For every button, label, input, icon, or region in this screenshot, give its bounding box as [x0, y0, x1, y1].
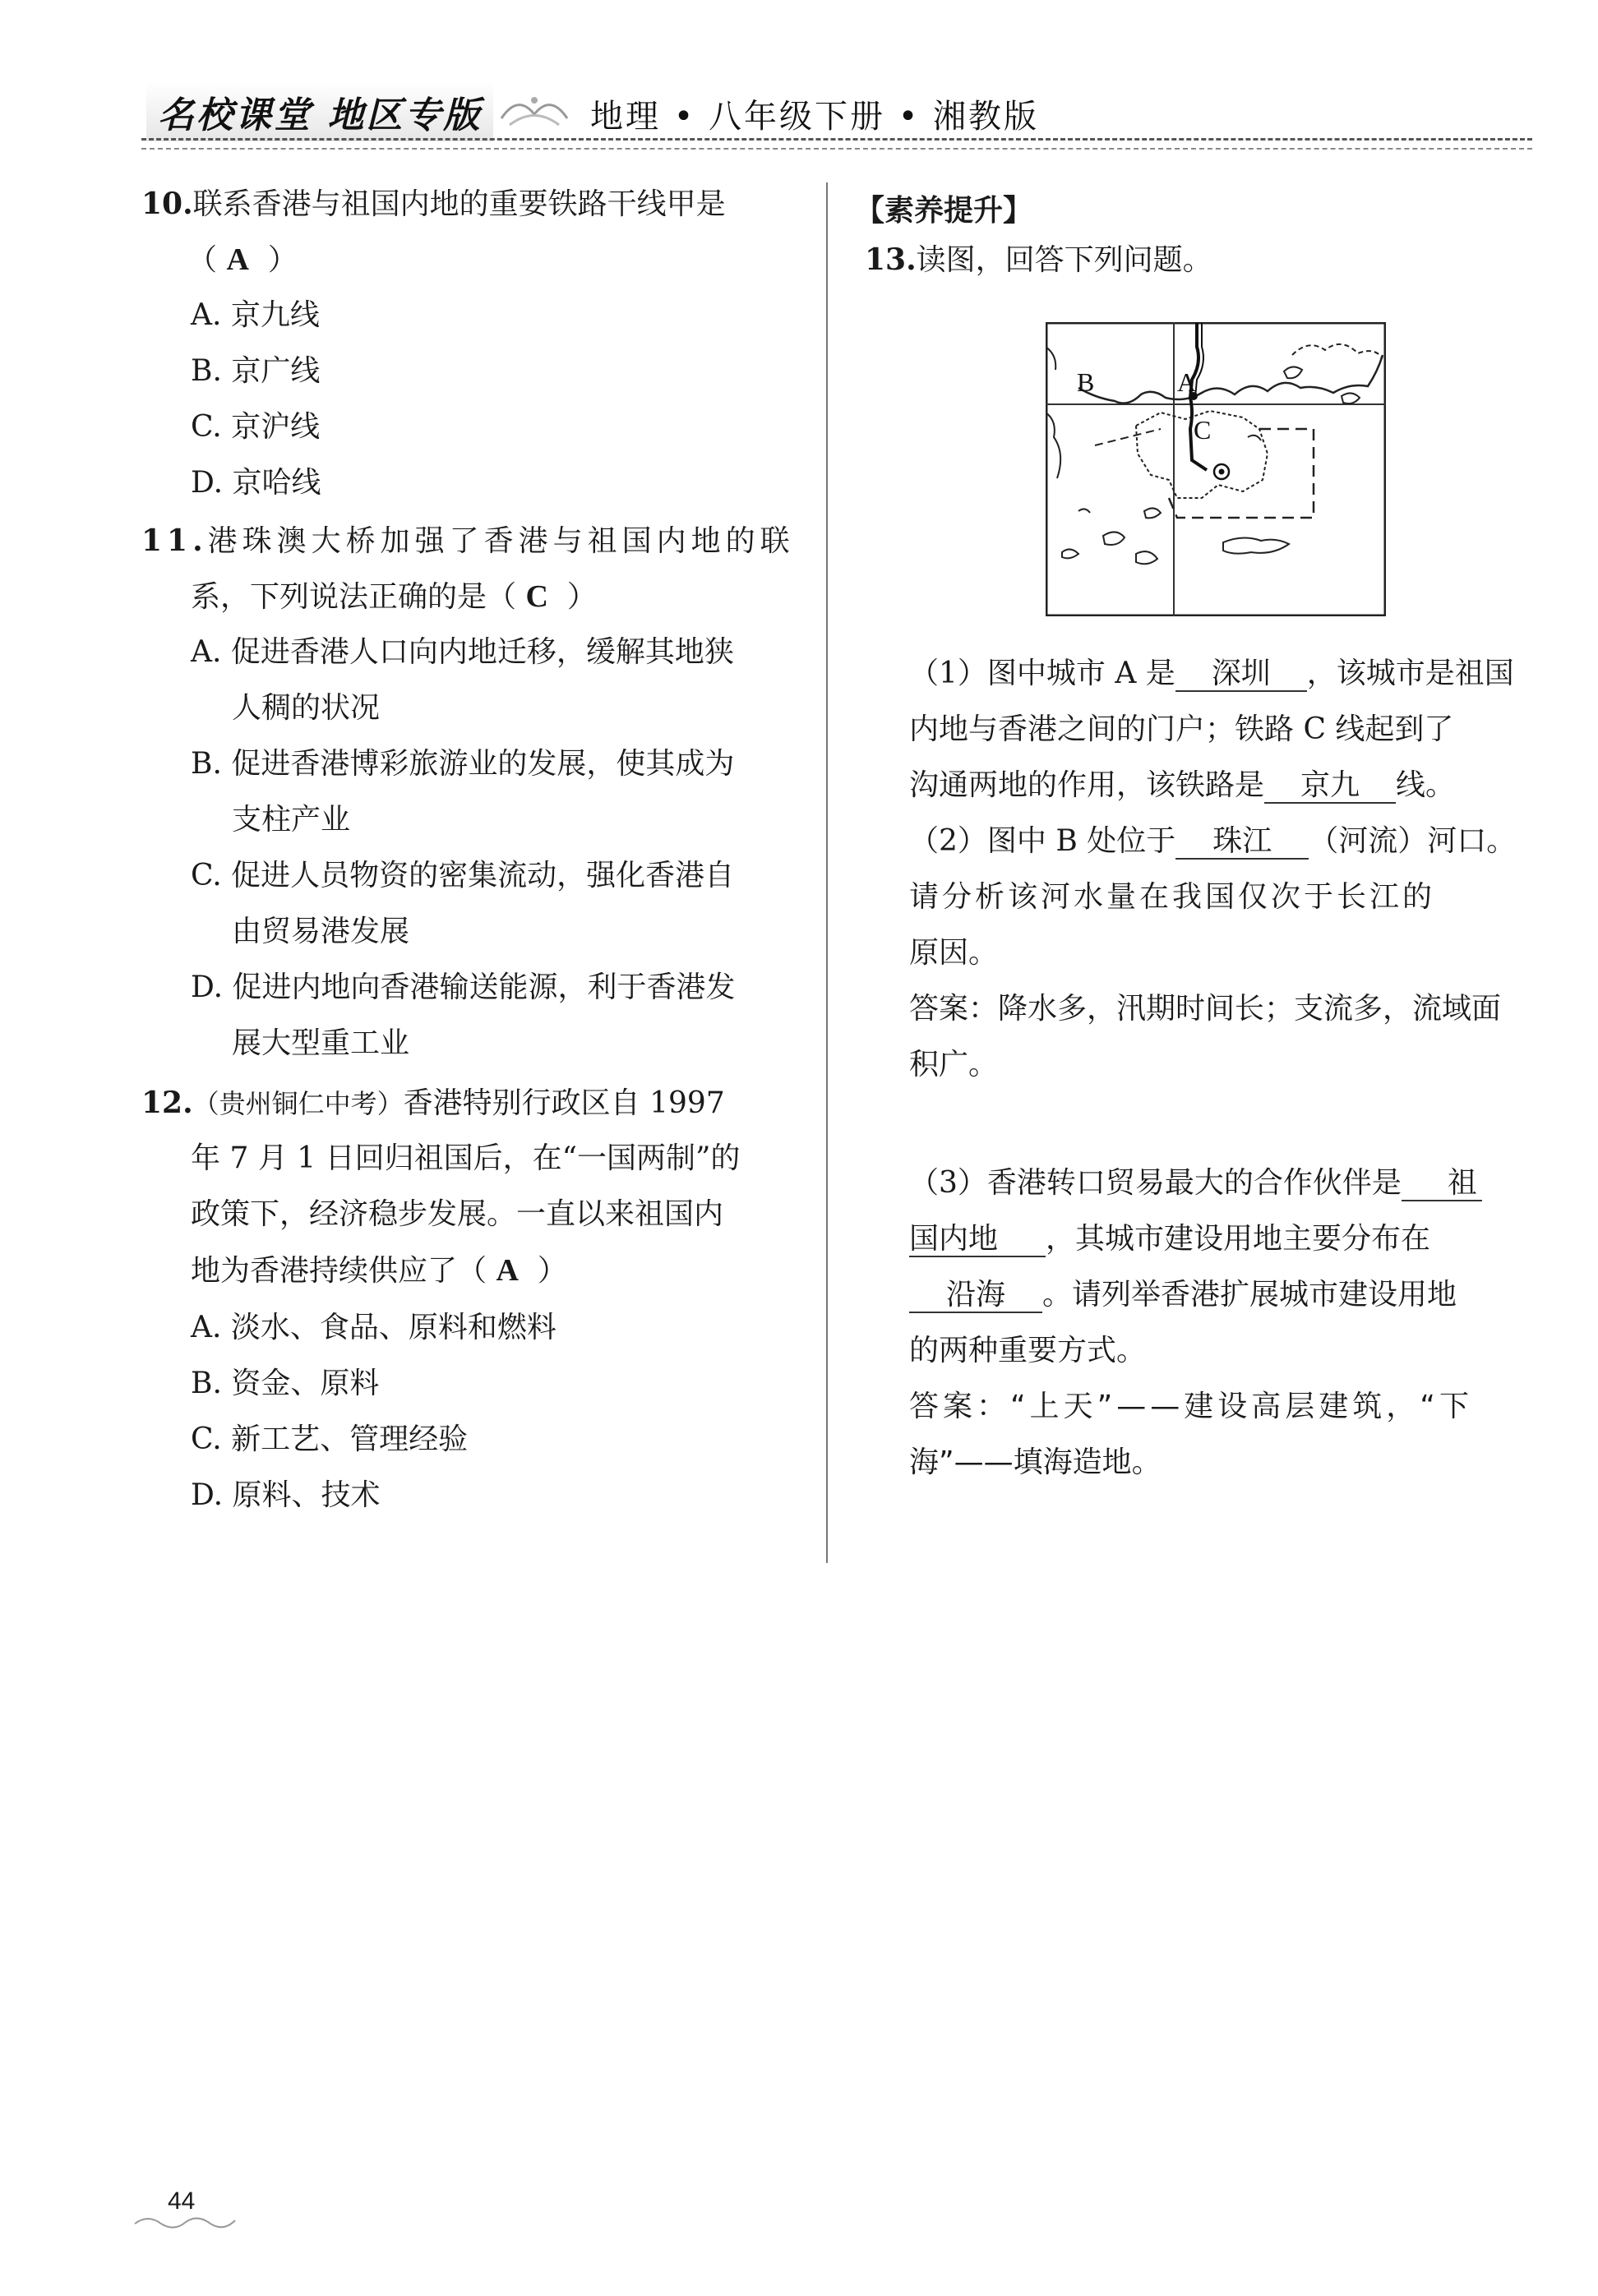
q13-part1-line1: （1）图中城市 A 是 深圳 ，该城市是祖国 [909, 657, 1514, 690]
map-label-c: C [1194, 415, 1212, 445]
q13-answer-2-line1: 答案：降水多，汛期时间长；支流多，流域面 [909, 992, 1502, 1026]
q13-part1-line3: 沟通两地的作用，该铁路是 京九 线。 [909, 768, 1456, 802]
q12-option-c: C. 新工艺、管理经验 [191, 1422, 469, 1456]
header-divider-secondary [141, 148, 1532, 150]
q12-stem-line4: 地为香港持续供应了（ A ） [191, 1253, 567, 1288]
q10-option-c: C. 京沪线 [191, 410, 321, 444]
q13-answer-2-line2: 积广。 [909, 1048, 999, 1081]
q13-fill-river: 珠江 [1175, 825, 1309, 860]
q13-fill-city: 深圳 [1175, 657, 1307, 692]
q11-option-b-line1: B. 促进香港博彩旅游业的发展，使其成为 [191, 747, 735, 781]
q11-option-a-line2: 人稠的状况 [232, 691, 381, 725]
q10-option-b: B. 京广线 [191, 354, 321, 388]
q13-part1-line2: 内地与香港之间的门户；铁路 C 线起到了 [909, 712, 1454, 746]
q13-part2-line3: 原因。 [909, 936, 999, 970]
q12-stem-line2: 年 7 月 1 日回归祖国后，在“一国两制”的 [191, 1141, 741, 1175]
q12-option-a: A. 淡水、食品、原料和燃料 [191, 1311, 557, 1344]
map-label-b: B [1077, 367, 1095, 397]
q13-fill-railway: 京九 [1264, 769, 1396, 804]
q12-source: （贵州铜仁中考） [192, 1088, 404, 1119]
q13-part3-line2: 国内地 ，其城市建设用地主要分布在 [909, 1222, 1431, 1256]
q12-stem-line3: 政策下，经济稳步发展。一直以来祖国内 [191, 1197, 724, 1231]
series-title: 名校课堂 地区专版 [146, 82, 493, 141]
q11-stem-line1: 11.港珠澳大桥加强了香港与祖国内地的联 [141, 523, 795, 558]
column-divider [826, 182, 828, 1563]
q13-answer-3-line2: 海”——填海造地。 [909, 1445, 1162, 1479]
q10-option-d: D. 京哈线 [191, 466, 321, 500]
q13-stem: 13.读图，回答下列问题。 [865, 242, 1212, 277]
q13-part3-line3: 沿海 。请列举香港扩展城市建设用地 [909, 1279, 1457, 1313]
section-heading: 【素养提升】 [855, 194, 1033, 228]
hong-kong-map [1046, 322, 1386, 616]
q13-fill-partner-b: 国内地 [909, 1223, 1046, 1257]
q10-stem: 10.联系香港与祖国内地的重要铁路干线甲是 [141, 187, 726, 221]
q13-part2-line2: 请分析该河水量在我国仅次于长江的 [909, 880, 1436, 914]
q11-option-d-line1: D. 促进内地向香港输送能源，利于香港发 [191, 970, 736, 1004]
q13-part2-line1: （2）图中 B 处位于 珠江 （河流）河口。 [909, 824, 1517, 858]
q11-option-b-line2: 支柱产业 [232, 803, 351, 837]
q13-part3-line4: 的两种重要方式。 [909, 1334, 1147, 1367]
q13-answer-3-line1: 答案：“上天”——建设高层建筑，“下 [909, 1390, 1473, 1423]
q11-option-c-line1: C. 促进人员物资的密集流动，强化香港自 [191, 859, 735, 892]
q10-answer: A [226, 242, 249, 277]
q13-part3-line1: （3）香港转口贸易最大的合作伙伴是 祖 [909, 1167, 1482, 1201]
q12-option-b: B. 资金、原料 [191, 1367, 380, 1400]
q11-option-c-line2: 由贸易港发展 [232, 915, 410, 948]
q11-stem-line2: 系，下列说法正确的是（ C ） [191, 579, 597, 614]
q13-fill-partner-a: 祖 [1402, 1167, 1482, 1201]
q10-option-a: A. 京九线 [191, 298, 320, 332]
q13-fill-land: 沿海 [909, 1279, 1042, 1313]
map-label-a: A [1177, 367, 1197, 397]
q11-answer: C [525, 579, 548, 614]
subject-title: 地理 • 八年级下册 • 湘教版 [590, 98, 1040, 136]
footer-ornament-icon [132, 2212, 238, 2232]
q12-option-d: D. 原料、技术 [191, 1478, 381, 1512]
q12-answer: A [496, 1253, 519, 1288]
page-number: 44 [168, 2188, 196, 2215]
q11-option-d-line2: 展大型重工业 [232, 1026, 410, 1060]
q11-option-a-line1: A. 促进香港人口向内地迁移，缓解其地狭 [191, 635, 734, 669]
q10-answer-line: （ A ） [187, 242, 298, 277]
header-ornament-icon [493, 85, 575, 135]
q12-stem-line1: 12.（贵州铜仁中考）香港特别行政区自 1997 [141, 1086, 725, 1120]
header-divider [141, 138, 1532, 141]
